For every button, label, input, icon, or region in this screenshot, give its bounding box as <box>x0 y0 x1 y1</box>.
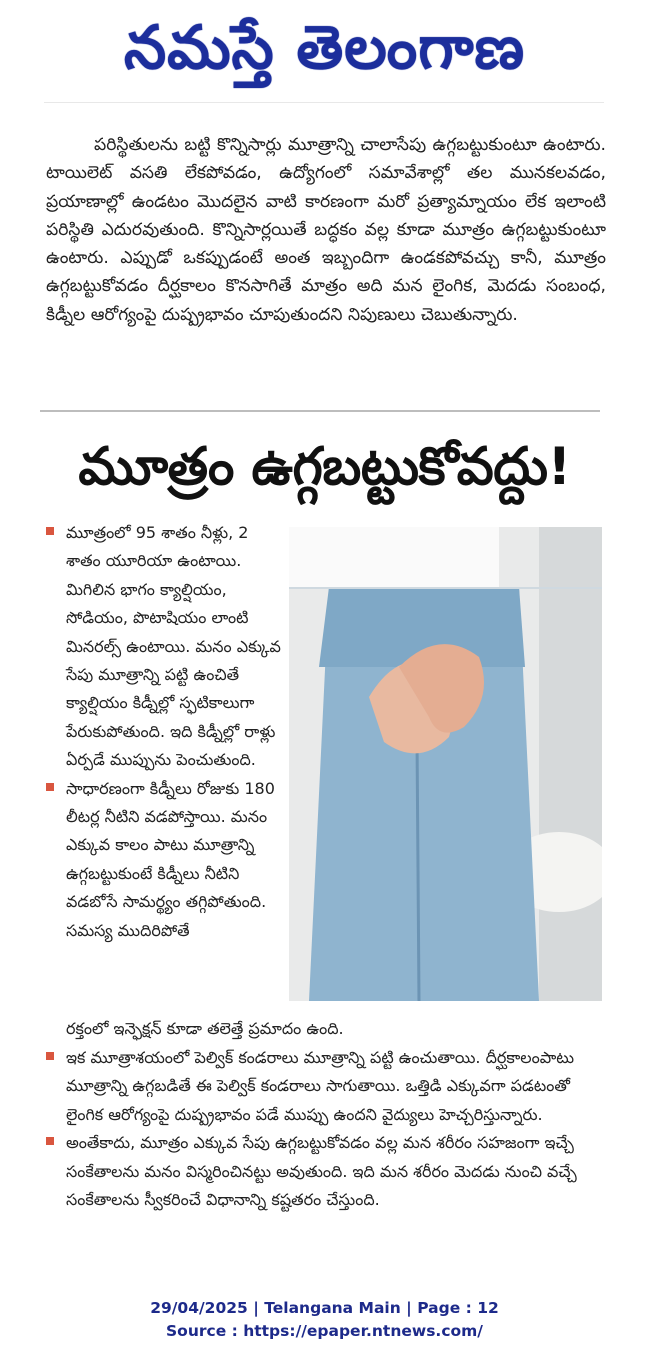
bullet-marker-icon <box>46 527 54 535</box>
section-divider <box>40 410 600 412</box>
masthead-divider <box>44 102 604 103</box>
bullet-text: ఇక మూత్రాశయంలో పెల్విక్ కండరాలు మూత్రాన్ని పట్టి ఉంచుతాయి. దీర్ఘకాలంపాటు మూత్రాన్ని ఉగ్గబడితే ఈ పెల్విక్ కండరాలు సాగుతాయి. ఒత్తిడి ఎక్కువగా పడటంతో లైంగిక ఆరోగ్యంపై దుష్ప్రభావం పడే ముప్పు ఉందని వైద్యులు హెచ్చరిస్తున్నారు. <box>66 1048 575 1124</box>
masthead-title: నమస్తే తెలంగాణ <box>123 13 526 83</box>
left-column <box>46 519 286 945</box>
bullet-marker-icon <box>46 1052 54 1060</box>
bullet-marker-icon <box>46 783 54 791</box>
bullet-item <box>46 1129 606 1214</box>
article-photo <box>289 527 602 1001</box>
footer-source-link[interactable]: Source : https://epaper.ntnews.com/ <box>166 1322 483 1340</box>
bullet-item <box>46 1044 606 1129</box>
intro-text: పరిస్థితులను బట్టి కొన్నిసార్లు మూత్రాన్ని చాలాసేపు ఉగ్గబట్టుకుంటూ ఉంటారు. టాయిలెట్ వసతి లేకపోవడం, ఉద్యోగంలో సమావేశాల్లో తల మునకలవడం, ప్రయాణాల్లో ఉండటం మొదలైన వాటి కారణంగా మరో ప్రత్యామ్నాయం లేక ఇలాంటి పరిస్థితి ఎదురవుతుంది. కొన్నిసార్లయితే బద్ధకం వల్ల కూడా మూత్రం ఉగ్గబట్టుకుంటూ ఉంటారు. ఎప్పుడో ఒకప్పుడంటే అంత ఇబ్బందిగా ఉండకపోవచ్చు కానీ, మూత్రం ఉగ్గబట్టుకోవడం దీర్ఘకాలం కొనసాగితే మాత్రం అది మన లైంగిక, మెదడు సంబంధ, కిడ్నీల ఆరోగ్యంపై దుష్ప్రభావం చూపుతుందని నిపుణులు చెబుతున్నారు. <box>46 135 606 325</box>
footer-edition-info: 29/04/2025 | Telangana Main | Page : 12 <box>150 1299 499 1317</box>
bullet-item <box>46 775 286 945</box>
bullet-continuation: రక్తంలో ఇన్ఫెక్షన్ కూడా తలెత్తే ప్రమాదం ఉంది. <box>66 1019 344 1038</box>
bullet-text: సాధారణంగా కిడ్నీలు రోజుకు 180 లీటర్ల నీటిని వడపోస్తాయి. మనం ఎక్కువ కాలం పాటు మూత్రాన్ని ఉగ్గబట్టుకుంటే కిడ్నీలు నీటిని వడబోసే సామర్థ్యం తగ్గిపోతుంది. సమస్య ముదిరిపోతే <box>66 778 275 940</box>
article-headline: మూత్రం ఉగ్గబట్టుకోవద్దు! <box>78 437 571 497</box>
bottom-bullets <box>46 1044 606 1214</box>
intro-paragraph <box>46 131 606 329</box>
bullet-marker-icon <box>46 1137 54 1145</box>
bullet-item <box>46 519 286 775</box>
page-footer <box>0 1297 649 1343</box>
bullet-text: మూత్రంలో 95 శాతం నీళ్లు, 2 శాతం యూరియా ఉంటాయి. మిగిలిన భాగం క్యాల్షియం, సోడియం, పొటాషియం లాంటి మినరల్స్ ఉంటాయి. మనం ఎక్కువ సేపు మూత్రాన్ని పట్టి ఉంచితే క్యాల్షియం కిడ్నీల్లో స్ఫటికాలుగా పేరుకుపోతుంది. ఇది కిడ్నీల్లో రాళ్లు ఏర్పడే ముప్పును పెంచుతుంది. <box>66 523 281 770</box>
bullet-text: అంతేకాదు, మూత్రం ఎక్కువ సేపు ఉగ్గబట్టుకోవడం వల్ల మన శరీరం సహజంగా ఇచ్చే సంకేతాలను మనం విస్మరించినట్టు అవుతుంది. ఇది మన శరీరం మెదడు నుంచి వచ్చే సంకేతాలను స్వీకరించే విధానాన్ని కష్టతరం చేస్తుంది. <box>66 1133 577 1210</box>
